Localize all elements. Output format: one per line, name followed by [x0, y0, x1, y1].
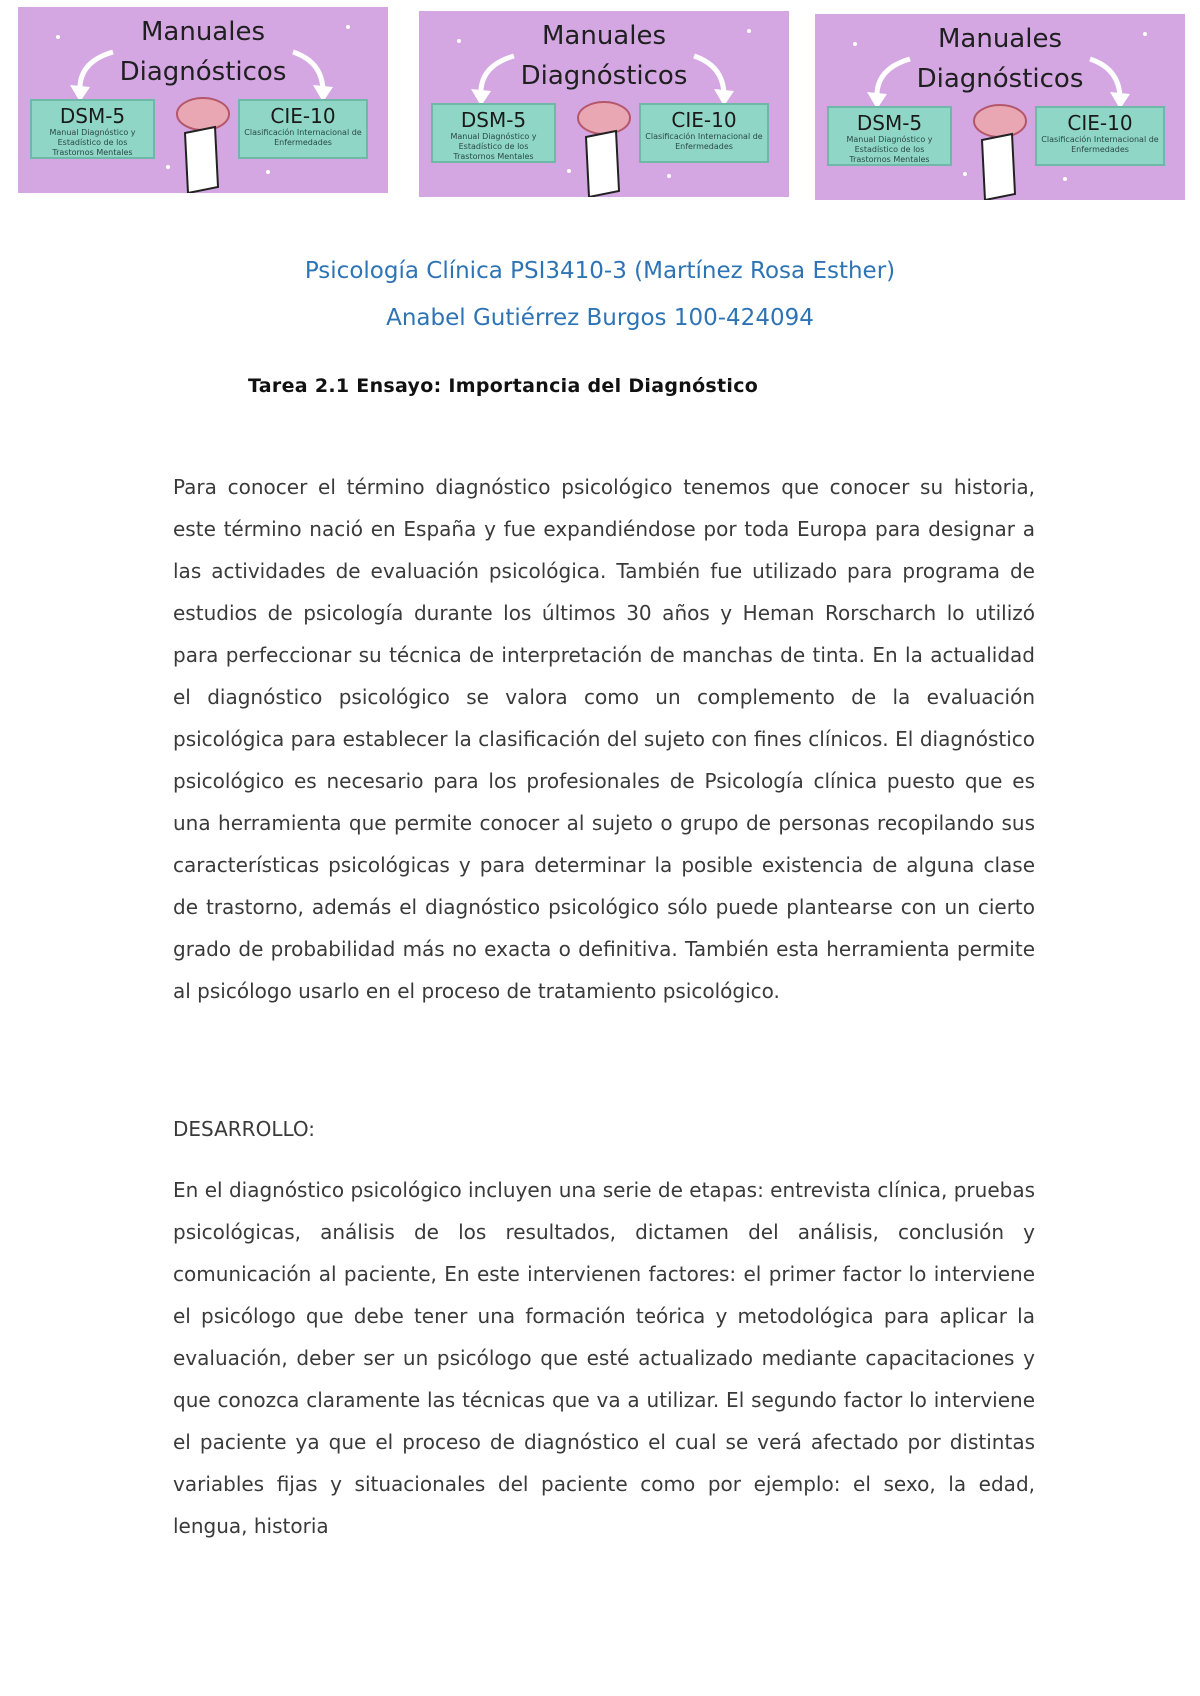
- dsm5-subtitle: Manual Diagnóstico y Estadístico de los Trastornos Mentales: [49, 128, 136, 157]
- banner-image-1: [18, 7, 388, 193]
- banner-strip: [0, 0, 1200, 210]
- cie10-label-box: [1035, 106, 1165, 166]
- brain-icon: [974, 105, 1026, 137]
- banner-title-line2: Diagnósticos: [119, 57, 287, 87]
- section-heading: DESARROLLO:: [173, 1117, 316, 1141]
- cie10-subtitle: Clasificación Internacional de Enfermedades: [645, 132, 763, 151]
- banner-title-line1: Manuales: [140, 17, 266, 47]
- dsm5-label-box: [30, 99, 155, 159]
- cie10-code: CIE-10: [270, 104, 336, 128]
- dsm5-code: DSM-5: [856, 111, 923, 135]
- student-header: Anabel Gutiérrez Burgos 100-424094: [386, 305, 814, 331]
- cie10-subtitle: Clasificación Internacional de Enfermedades: [1041, 135, 1159, 154]
- banner-title-line2: Diagnósticos: [916, 64, 1084, 94]
- book-icon: [586, 131, 619, 197]
- task-title: Tarea 2.1 Ensayo: Importancia del Diagnóstico: [248, 375, 759, 397]
- book-icon: [185, 127, 218, 193]
- dsm5-code: DSM-5: [59, 104, 126, 128]
- banner-image-3: [815, 14, 1185, 200]
- cie10-label-box: [238, 99, 368, 159]
- dsm5-label-box: [431, 103, 556, 163]
- course-header: Psicología Clínica PSI3410-3 (Martínez Rosa Esther): [304, 258, 896, 284]
- dsm5-code: DSM-5: [460, 108, 527, 132]
- development-paragraph: En el diagnóstico psicológico incluyen una serie de etapas: entrevista clínica, pruebas psicológicas, análisis de los resultados, dictamen del análisis, conclusión y comunicación al paciente, En este intervienen factores: el primer factor lo interviene el psicólogo que debe tener una formación teórica y metodológica para aplicar la evaluación, deber ser un psicólogo que esté actualizado mediante capacitaciones y que conozca claramente las técnicas que va a utilizar. El segundo factor lo interviene el paciente ya que el proceso de diagnóstico el cual se verá afectado por distintas variables fijas y situacionales del paciente como por ejemplo: el sexo, la edad, lengua, historia: [173, 1178, 1035, 1538]
- dsm5-subtitle: Manual Diagnóstico y Estadístico de los Trastornos Mentales: [846, 135, 933, 164]
- cie10-subtitle: Clasificación Internacional de Enfermedades: [244, 128, 362, 147]
- cie10-code: CIE-10: [671, 108, 737, 132]
- brain-icon: [578, 102, 630, 134]
- brain-icon: [177, 98, 229, 130]
- cie10-label-box: [639, 103, 769, 163]
- banner-title-line1: Manuales: [937, 24, 1063, 54]
- banner-title-line1: Manuales: [541, 21, 667, 51]
- banner-title-line2: Diagnósticos: [520, 61, 688, 91]
- cie10-code: CIE-10: [1067, 111, 1133, 135]
- dsm5-label-box: [827, 106, 952, 166]
- dsm5-subtitle: Manual Diagnóstico y Estadístico de los Trastornos Mentales: [450, 132, 537, 161]
- intro-paragraph: Para conocer el término diagnóstico psicológico tenemos que conocer su historia, este término nació en España y fue expandiéndose por toda Europa para designar a las actividades de evaluación psicológica. También fue utilizado para programa de estudios de psicología durante los últimos 30 años y Heman Rorscharch lo utilizó para perfeccionar su técnica de interpretación de manchas de tinta. En la actualidad el diagnóstico psicológico se valora como un complemento de la evaluación psicológica para establecer la clasificación del sujeto con fines clínicos. El diagnóstico psicológico es necesario para los profesionales de Psicología clínica puesto que es una herramienta que permite conocer al sujeto o grupo de personas recopilando sus características psicológicas y para determinar la posible existencia de alguna clase de trastorno, además el diagnóstico psicológico sólo puede plantearse con un cierto grado de probabilidad más no exacta o definitiva. También esta herramienta permite al psicólogo usarlo en el proceso de tratamiento psicológico.: [173, 475, 1035, 1003]
- banner-image-2: [419, 11, 789, 197]
- book-icon: [982, 134, 1015, 200]
